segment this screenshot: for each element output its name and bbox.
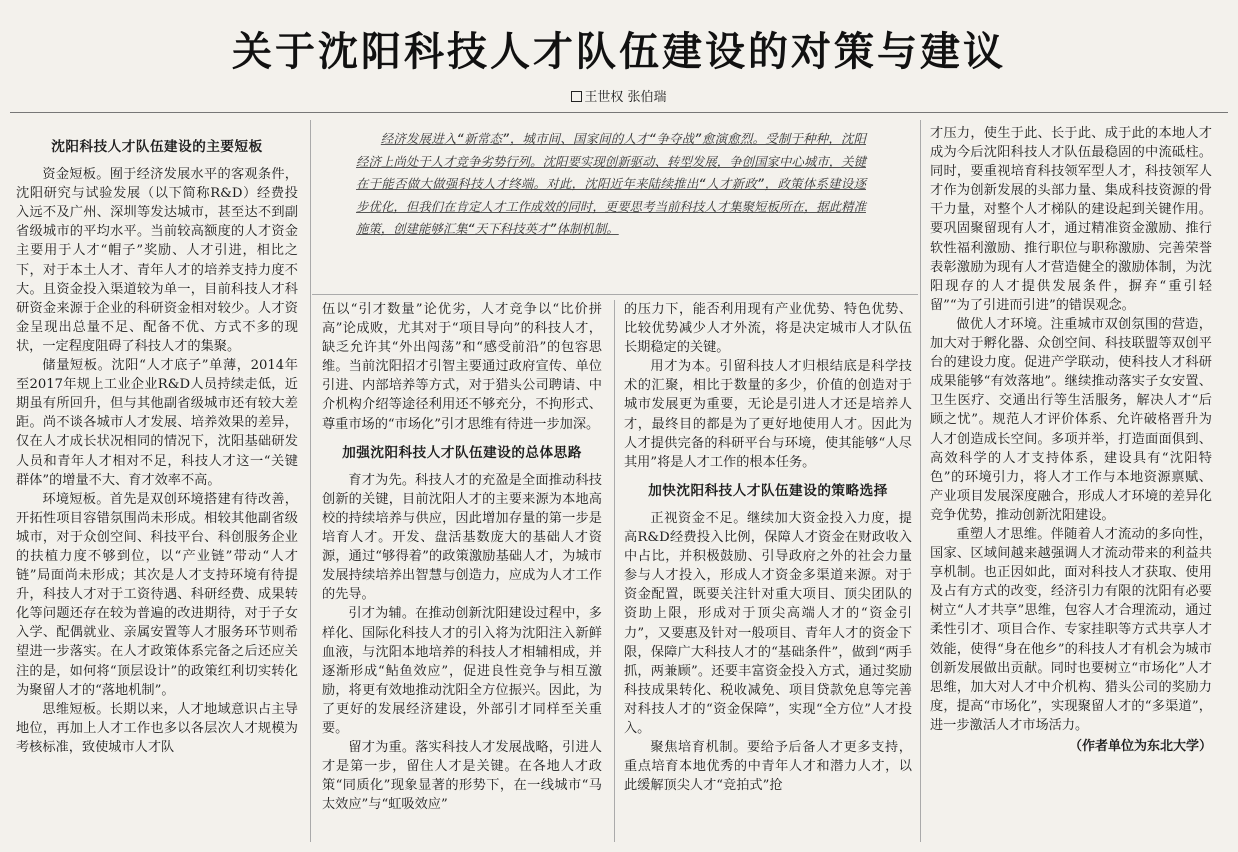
byline-box-icon (571, 91, 582, 102)
column-4 (930, 124, 1212, 840)
column-divider (310, 120, 311, 842)
lead-divider (312, 294, 918, 295)
column-divider (614, 300, 615, 842)
byline (0, 86, 1238, 105)
column-divider (920, 120, 921, 842)
section-heading-weaknesses: 沈阳科技人才队伍建设的主要短板 (51, 139, 263, 155)
article-title: 关于沈阳科技人才队伍建设的对策与建议 (232, 29, 1006, 75)
paragraph: 储量短板。沈阳“人才底子”单薄，2014年至2017年规上工业企业R&D人员持续走低，近期虽有所回升，但与其他副省级城市还有较大差距。尚不谈各城市人才发展、培养效果的差异，仅在人才成长状况相同的情况下，沈阳基础研发人员和青年人才相对不足，科技人才这一“关键群体”的增量不大、育才效率不高。 (16, 358, 298, 488)
section-heading-strategies: 加快沈阳科技人才队伍建设的策略选择 (648, 482, 888, 499)
paragraph: 才压力，使生于此、长于此、成于此的本地人才成为今后沈阳科技人才队伍最稳固的中流砥柱。同时，要重视培育科技领军型人才，科技领军人才作为创新发展的头部力量、集成科技资源的骨干力量，对整个人才梯队的建设起到关键作用。要巩固聚留现有人才，通过精准资金激励、推行软性福利激励、推行职位与职称激励、完善荣誉表彰激励为现有人才营造健全的激励体制，为沈阳现存的人才提供发展条件，摒弃“重引轻留”“为了引进而引进”的错误观念。 (930, 126, 1212, 313)
section-heading-overall-approach: 加强沈阳科技人才队伍建设的总体思路 (342, 444, 582, 461)
paragraph: 环境短板。首先是双创环境搭建有待改善，开拓性项目容错氛围尚未形成。相较其他副省级城市，对于众创空间、科技平台、科创服务企业的扶植力度不够到位，以“产业链”带动“人才链”局面尚未形成；其次是人才支持环境有待提升，科技人才对于工资待遇、科研经费、成果转化等问题还存在较为普遍的改进期待，对于子女入学、配偶就业、亲属安置等人才服务环节则希望进一步落实。在人才政策体系完备之后还应关注的是，如何将“顶层设计”的政策红利切实转化为聚留人才的“落地机制”。 (16, 491, 298, 698)
author-affiliation: （作者单位为东北大学） (1068, 739, 1212, 754)
paragraph: 育才为先。科技人才的充盈是全面推动科技创新的关键，目前沈阳人才的主要来源为本地高校的持续培养与供应，因此增加存量的第一步是培育人才。开发、盘活基数庞大的基础人才资源，通过“够得着”的政策激励基础人才，为城市发展持续培养出智慧与创造力，应成为人才工作的先导。 (322, 472, 602, 603)
paragraph: 引才为辅。在推动创新沈阳建设过程中，多样化、国际化科技人才的引入将为沈阳注入新鲜血液，与沈阳本地培养的科技人才相辅相成，并逐渐形成“鲇鱼效应”，促进良性竞争与相互激励，将更有效地推动沈阳全方位振兴。因此，为了更好的发展经济建设，外部引才同样至关重要。 (322, 606, 602, 736)
paragraph: 正视资金不足。继续加大资金投入力度，提高R&D经费投入比例，保障人才资金在财政收入中占比，并积极鼓励、引导政府之外的社会力量参与人才投入，形成人才资金多渠道来源。对于资金配置，既要关注针对重大项目、顶尖团队的资助上限，形成对于顶尖高端人才的“资金引力”，又要惠及针对一般项目、青年人才的资金下限，保障广大科技人才的“基础条件”，做到“两手抓，两兼顾”。还要丰富资金投入方式，通过奖励科技成果转化、税收减免、项目贷款免息等完善对科技人才的“资金保障”，实现“全方位”人才投入。 (624, 510, 912, 736)
lead-text: 经济发展进入“新常态”，城市间、国家间的人才“争夺战”愈演愈烈。受制于种种，沈阳经济上尚处于人才竞争劣势行列。沈阳要实现创新驱动、转型发展，争创国家中心城市，关键在于能否做大做强科技人才终端。对此，沈阳近年来陆续推出“人才新政”，政策体系建设逐步优化，但我们在肯定人才工作成效的同时，更要思考当前科技人才集聚短板所在，据此精准施策，创建能够汇集“天下科技英才”体制机制。 (356, 131, 866, 237)
paragraph: 的压力下，能否利用现有产业优势、特色优势、比较优势减少人才外流，将是决定城市人才队伍长期稳定的关键。 (624, 302, 912, 356)
header-rule (10, 112, 1228, 113)
column-2 (322, 300, 602, 840)
article-lead (356, 128, 866, 241)
paragraph: 做优人才环境。注重城市双创氛围的营造，加大对于孵化器、众创空间、科技联盟等双创平台的建设力度。促进产学联动，使科技人才科研成果能够“有效落地”。继续推动落实子女安置、卫生医疗、交通出行等生活服务，解决人才“后顾之忧”。规范人才评价体系、允许破格晋升为人才创造成长空间。多项并举，打造面面俱到、高效科学的人才支持体系，建设具有“沈阳特色”的环境引力，将人才工作与本地资源禀赋、产业项目发展深度融合，形成人才环境的差异化竞争优势，推动创新沈阳建设。 (930, 316, 1212, 523)
column-3 (624, 300, 912, 840)
paragraph: 重塑人才思维。伴随着人才流动的多向性，国家、区域间越来越强调人才流动带来的利益共享机制。也正因如此，面对科技人才获取、使用及占有方式的改变，经济引力有限的沈阳有必要树立“人才共享”思维，包容人才合理流动，通过柔性引才、项目合作、专家挂职等方式共享人才效能，使得“身在他乡”的科技人才有机会为城市创新发展做出贡献。同时也要树立“市场化”人才思维，加大对人才中介机构、猎头公司的奖励力度，提高“市场化”，实现聚留人才的“多渠道”，进一步激活人才市场活力。 (930, 526, 1212, 733)
column-1 (16, 124, 298, 840)
author-names: 王世权 张伯瑞 (584, 90, 667, 105)
paragraph: 聚焦培育机制。要给予后备人才更多支持，重点培育本地优秀的中青年人才和潜力人才，以此缓解顶尖人才“竞拍式”抢 (624, 740, 912, 794)
paragraph: 思维短板。长期以来，人才地域意识占主导地位，再加上人才工作也多以各层次人才规模为考核标准，致使城市人才队 (16, 701, 298, 755)
paragraph: 留才为重。落实科技人才发展战略，引进人才是第一步，留住人才是关键。在各地人才政策“同质化”现象显著的形势下，在一线城市“马太效应”与“虹吸效应” (322, 740, 602, 813)
paragraph: 用才为本。引留科技人才归根结底是科学技术的汇聚，相比于数量的多少，价值的创造对于城市发展更为重要，无论是引进人才还是培养人才，最终目的都是为了更好地使用人才。因此为人才提供完备的科研平台与环境，使其能够“人尽其用”将是人才工作的根本任务。 (624, 359, 912, 470)
paragraph: 资金短板。囿于经济发展水平的客观条件，沈阳研究与试验发展（以下简称R&D）经费投入远不及广州、深圳等发达城市，甚至达不到副省级城市的平均水平。当前较高额度的人才资金主要用于人才“帽子”奖励、人才引进，相比之下，对于本土人才、青年人才的培养支持力度不大。且资金投入渠道较为单一，目前科技人才科研资金来源于企业的科研资金相对较少。人才资金呈现出总量不足、配备不优、方式不多的现状，一定程度阻碍了科技人才的集聚。 (16, 167, 298, 354)
paragraph: 伍以“引才数量”论优劣，人才竞争以“比价拼高”论成败，尤其对于“项目导向”的科技人才，缺乏允许其“外出闯荡”和“感受前沿”的包容思维。当前沈阳招才引智主要通过政府宣传、单位引进、内部培养等方式，对于猎头公司聘请、中介机构介绍等途径利用还不够充分，不拘形式、尊重市场的“市场化”引才思维有待进一步加深。 (322, 302, 602, 432)
